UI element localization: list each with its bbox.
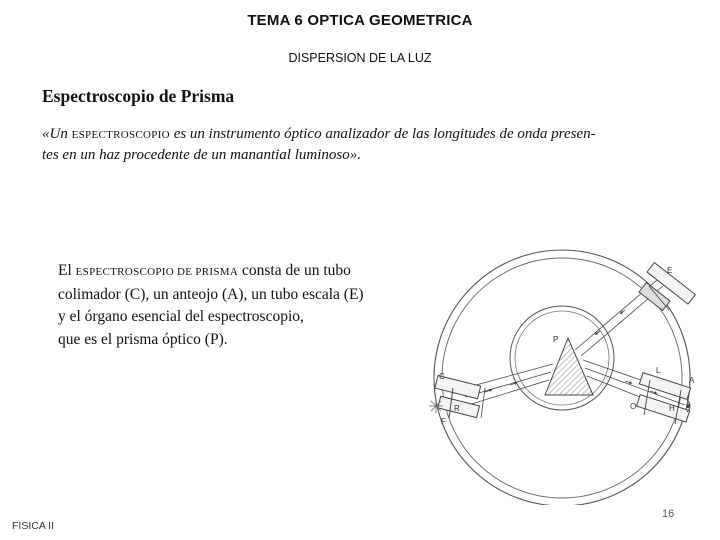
label-C: C (439, 372, 445, 381)
description-line-1-end: consta de un tubo (238, 262, 351, 279)
definition-rest: es un instrumento óptico analizador de las longitudes de onda presen- (169, 126, 596, 142)
label-E: E (667, 266, 673, 275)
description-paragraph (58, 260, 438, 351)
section-heading: Espectroscopio de Prisma (42, 86, 235, 106)
slide-subtitle: DISPERSION DE LA LUZ (288, 51, 432, 65)
footer-course-label: FISICA II (12, 520, 55, 532)
description-line-2: colimador (C), un anteojo (A), un tubo escala (E) (58, 285, 364, 303)
label-R: R (454, 404, 460, 413)
collimator-tube-C (435, 375, 485, 418)
definition-line-2: tes en un haz procedente de un manantial luminoso». (42, 147, 361, 163)
description-line-3: y el órgano esencial del espectroscopio, (58, 308, 304, 325)
label-P: P (553, 335, 559, 344)
prism (545, 338, 593, 395)
label-L: L (656, 366, 661, 375)
definition-line-1 (42, 124, 682, 145)
description-line-1 (58, 260, 438, 284)
definition-open: «Un (42, 126, 72, 142)
label-H: H (669, 404, 675, 413)
definition-term: ESPECTROSCOPIO (71, 129, 170, 141)
page-number: 16 (662, 508, 675, 520)
slide-title: TEMA 6 OPTICA GEOMETRICA (247, 12, 473, 29)
telescope-tube-A (637, 373, 691, 424)
label-F: F (441, 417, 446, 426)
label-A: A (689, 376, 695, 385)
description-line-4: que es el prisma óptico (P). (58, 330, 228, 348)
light-source-icon (429, 399, 443, 413)
description-line-1-start: El (58, 262, 76, 279)
label-O: O (630, 402, 637, 411)
definition-paragraph (42, 124, 682, 165)
description-term: ESPECTROSCOPIO DE PRISMA (75, 266, 239, 278)
spectroscope-diagram (425, 240, 700, 505)
